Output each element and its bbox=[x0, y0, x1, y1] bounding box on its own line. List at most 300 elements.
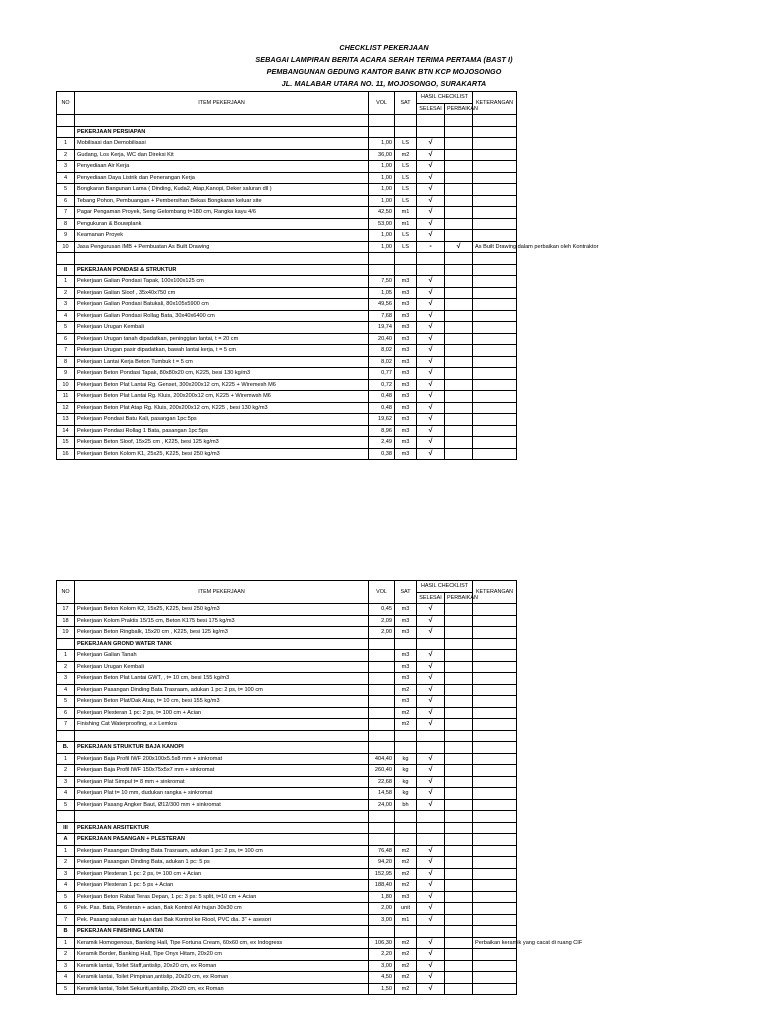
row-number: 8 bbox=[57, 218, 75, 230]
table-row bbox=[57, 937, 517, 949]
empty-cell bbox=[417, 822, 445, 834]
row-number: 4 bbox=[57, 972, 75, 984]
volume-value: 0,72 bbox=[369, 379, 395, 391]
volume-value bbox=[369, 707, 395, 719]
item-description: Pekerjaan Baja Profil IWF 200x100x5.5x8 mm + sinkromat bbox=[75, 753, 369, 765]
table-2-body bbox=[57, 581, 583, 995]
row-number: 7 bbox=[57, 207, 75, 219]
table-row bbox=[57, 960, 517, 972]
table-row bbox=[57, 402, 517, 414]
item-description: Pekerjaan Beton Plat/Dak Atap, t= 10 cm, besi 155 kg/m3 bbox=[75, 696, 369, 708]
empty-cell bbox=[395, 253, 417, 265]
keterangan-note bbox=[473, 903, 517, 915]
selesai-check: √ bbox=[417, 983, 445, 995]
row-number: 13 bbox=[57, 414, 75, 426]
item-description: Keramik lantai, Toilet Sekuriti,antislip, 20x20 cm, ex Roman bbox=[75, 983, 369, 995]
row-number: 3 bbox=[57, 673, 75, 685]
unit-value: LS bbox=[395, 195, 417, 207]
perbaikan-check bbox=[445, 425, 473, 437]
row-number: 2 bbox=[57, 149, 75, 161]
keterangan-note bbox=[473, 765, 517, 777]
item-description: Pekerjaan Plesteran 1 pc: 2 ps, t= 100 cm + Acian bbox=[75, 868, 369, 880]
doc-title: CHECKLIST PEKERJAAN bbox=[339, 43, 429, 52]
selesai-check: √ bbox=[417, 914, 445, 926]
item-description: Pekerjaan Plat Simpul t= 8 mm + sinkromat bbox=[75, 776, 369, 788]
unit-value: m3 bbox=[395, 604, 417, 616]
empty-cell bbox=[395, 822, 417, 834]
keterangan-note bbox=[473, 719, 517, 731]
volume-value: 260,40 bbox=[369, 765, 395, 777]
item-description: Pekerjaan Plesteran 1 pc: 5 ps + Acian bbox=[75, 880, 369, 892]
unit-value: LS bbox=[395, 161, 417, 173]
item-description: Pekerjaan Beton Pondasi Tapak, 80x80x20 cm, K225, besi 130 kg/m3 bbox=[75, 368, 369, 380]
perbaikan-check bbox=[445, 765, 473, 777]
keterangan-note bbox=[473, 391, 517, 403]
unit-value: m3 bbox=[395, 391, 417, 403]
item-description: Pekerjaan Pasang Angker Baut, Ø12/300 mm + sinkromat bbox=[75, 799, 369, 811]
keterangan-note bbox=[473, 368, 517, 380]
table-row bbox=[57, 149, 517, 161]
unit-value: m2 bbox=[395, 949, 417, 961]
selesai-check: √ bbox=[417, 138, 445, 150]
empty-cell bbox=[395, 264, 417, 276]
selesai-check: √ bbox=[417, 604, 445, 616]
volume-value: 1,00 bbox=[369, 230, 395, 242]
empty-cell bbox=[395, 730, 417, 742]
unit-value: m3 bbox=[395, 615, 417, 627]
table-row bbox=[57, 195, 517, 207]
table-header-row bbox=[57, 581, 517, 593]
perbaikan-check bbox=[445, 195, 473, 207]
item-description: Pekerjaan Lantai Kerja Beton Tumbuk t = 5 cm bbox=[75, 356, 369, 368]
keterangan-note bbox=[473, 949, 517, 961]
item-description: Pekerjaan Pasangan Dinding Bata Trasraam, adukan 1 pc: 2 ps, t= 100 cm bbox=[75, 684, 369, 696]
volume-value: 24,00 bbox=[369, 799, 395, 811]
empty-cell bbox=[417, 742, 445, 754]
selesai-check: √ bbox=[417, 891, 445, 903]
selesai-check: √ bbox=[417, 345, 445, 357]
table-row bbox=[57, 322, 517, 334]
section-row bbox=[57, 638, 517, 650]
item-description: Penyediaan Daya Listrik dan Penerangan Kerja bbox=[75, 172, 369, 184]
keterangan-note bbox=[473, 356, 517, 368]
volume-value: 3,00 bbox=[369, 914, 395, 926]
table-1-body bbox=[57, 92, 599, 460]
volume-value bbox=[369, 650, 395, 662]
volume-value: 22,68 bbox=[369, 776, 395, 788]
unit-value: m3 bbox=[395, 448, 417, 460]
selesai-check: √ bbox=[417, 880, 445, 892]
selesai-check: √ bbox=[417, 448, 445, 460]
col-perbaikan: PERBAIKAN bbox=[445, 592, 473, 604]
col-perbaikan: PERBAIKAN bbox=[445, 103, 473, 115]
item-description: Pekerjaan Pasangan Dinding Bata Trasraam, adukan 1 pc: 2 ps, t= 100 cm bbox=[75, 845, 369, 857]
unit-value: m2 bbox=[395, 983, 417, 995]
item-description: Pekerjaan Beton Ringbalk, 15x20 cm , K225, besi 125 kg/m3 bbox=[75, 627, 369, 639]
item-description: Pekerjaan Pondasi Batu Kali, pasangan 1pc:5ps bbox=[75, 414, 369, 426]
section-number: II bbox=[57, 264, 75, 276]
item-description: Pekerjaan Beton Plat Lantai Rg. Genset, 300x200x12 cm, K225 + Wiremesh M6 bbox=[75, 379, 369, 391]
section-number bbox=[57, 638, 75, 650]
empty-cell bbox=[369, 822, 395, 834]
perbaikan-check bbox=[445, 161, 473, 173]
table-row bbox=[57, 414, 517, 426]
row-number: 7 bbox=[57, 914, 75, 926]
empty-cell bbox=[417, 126, 445, 138]
volume-value: 1,00 bbox=[369, 195, 395, 207]
unit-value: m2 bbox=[395, 707, 417, 719]
table-row bbox=[57, 207, 517, 219]
keterangan-note bbox=[473, 788, 517, 800]
table-row bbox=[57, 765, 517, 777]
volume-value: 106,30 bbox=[369, 937, 395, 949]
row-number: 6 bbox=[57, 195, 75, 207]
empty-cell bbox=[57, 253, 75, 265]
perbaikan-check bbox=[445, 684, 473, 696]
table-row bbox=[57, 604, 517, 616]
volume-value: 2,09 bbox=[369, 615, 395, 627]
selesai-check: √ bbox=[417, 627, 445, 639]
keterangan-note bbox=[473, 184, 517, 196]
volume-value: 0,48 bbox=[369, 402, 395, 414]
item-description: Pekerjaan Beton Plat Atap Rg. Kluis, 200x200x12 cm, K225 , besi 130 kg/m3 bbox=[75, 402, 369, 414]
col-hasil: HASIL CHECKLIST bbox=[417, 581, 473, 593]
selesai-check: √ bbox=[417, 857, 445, 869]
empty-cell bbox=[417, 253, 445, 265]
selesai-check: √ bbox=[417, 799, 445, 811]
spacer-row bbox=[57, 730, 517, 742]
empty-cell bbox=[445, 834, 473, 846]
keterangan-note bbox=[473, 287, 517, 299]
selesai-check: √ bbox=[417, 673, 445, 685]
keterangan-note bbox=[473, 960, 517, 972]
row-number: 3 bbox=[57, 960, 75, 972]
keterangan-note bbox=[473, 972, 517, 984]
keterangan-note bbox=[473, 161, 517, 173]
table-row bbox=[57, 218, 517, 230]
volume-value: 0,45 bbox=[369, 604, 395, 616]
perbaikan-check bbox=[445, 333, 473, 345]
item-description: Pekerjaan Beton Sloof, 15x25 cm , K225, besi 125 kg/m3 bbox=[75, 437, 369, 449]
item-description: Finishing Cat Waterproofing, e.x Lemkra bbox=[75, 719, 369, 731]
keterangan-note bbox=[473, 310, 517, 322]
row-number: 4 bbox=[57, 788, 75, 800]
empty-cell bbox=[473, 822, 517, 834]
row-number: 9 bbox=[57, 368, 75, 380]
item-description: Tebang Pohon, Pembuangan + Pembersihan Bekas Bongkaran keluar site bbox=[75, 195, 369, 207]
keterangan-note bbox=[473, 707, 517, 719]
table-row bbox=[57, 845, 517, 857]
unit-value: m2 bbox=[395, 972, 417, 984]
unit-value: m3 bbox=[395, 379, 417, 391]
unit-value: m3 bbox=[395, 627, 417, 639]
empty-cell bbox=[57, 115, 75, 127]
empty-cell bbox=[75, 811, 369, 823]
spacer-row bbox=[57, 115, 517, 127]
table-row bbox=[57, 391, 517, 403]
keterangan-note bbox=[473, 615, 517, 627]
col-sat: SAT bbox=[395, 92, 417, 115]
volume-value: 19,62 bbox=[369, 414, 395, 426]
keterangan-note bbox=[473, 627, 517, 639]
table-row bbox=[57, 379, 517, 391]
selesai-check: √ bbox=[417, 333, 445, 345]
unit-value: m2 bbox=[395, 684, 417, 696]
table-row bbox=[57, 880, 517, 892]
empty-cell bbox=[417, 926, 445, 938]
unit-value: kg bbox=[395, 788, 417, 800]
item-description: Pek. Pas. Bata, Plesteran + acian, Bak Kontrol Air hujan 30x30 cm bbox=[75, 903, 369, 915]
volume-value: 7,68 bbox=[369, 310, 395, 322]
item-description: Pekerjaan Galian Pondasi Tapak, 100x100x125 cm bbox=[75, 276, 369, 288]
unit-value: m3 bbox=[395, 696, 417, 708]
perbaikan-check bbox=[445, 391, 473, 403]
selesai-check: √ bbox=[417, 845, 445, 857]
perbaikan-check bbox=[445, 276, 473, 288]
row-number: 5 bbox=[57, 322, 75, 334]
selesai-check: √ bbox=[417, 903, 445, 915]
table-row bbox=[57, 753, 517, 765]
selesai-check: √ bbox=[417, 149, 445, 161]
row-number: 1 bbox=[57, 650, 75, 662]
volume-value: 4,50 bbox=[369, 972, 395, 984]
perbaikan-check bbox=[445, 322, 473, 334]
unit-value: m3 bbox=[395, 356, 417, 368]
row-number: 16 bbox=[57, 448, 75, 460]
row-number: 2 bbox=[57, 765, 75, 777]
selesai-check: √ bbox=[417, 230, 445, 242]
section-number: B bbox=[57, 926, 75, 938]
selesai-check: √ bbox=[417, 299, 445, 311]
item-description: Pekerjaan Galian Pondasi Batukali, 80x105x5900 cm bbox=[75, 299, 369, 311]
item-description: Keramik lantai, Toilet Staff,antislip, 20x20 cm, ex Roman bbox=[75, 960, 369, 972]
unit-value: m2 bbox=[395, 868, 417, 880]
perbaikan-check bbox=[445, 184, 473, 196]
perbaikan-check bbox=[445, 604, 473, 616]
perbaikan-check bbox=[445, 615, 473, 627]
keterangan-note bbox=[473, 333, 517, 345]
row-number: 10 bbox=[57, 379, 75, 391]
row-number: 12 bbox=[57, 402, 75, 414]
volume-value: 152,95 bbox=[369, 868, 395, 880]
perbaikan-check bbox=[445, 891, 473, 903]
item-description: Pekerjaan Pondasi Rollag 1 Bata, pasangan 1pc:5ps bbox=[75, 425, 369, 437]
perbaikan-check: √ bbox=[445, 241, 473, 253]
col-item: ITEM PEKERJAAN bbox=[75, 92, 369, 115]
perbaikan-check bbox=[445, 627, 473, 639]
table-row bbox=[57, 857, 517, 869]
empty-cell bbox=[445, 126, 473, 138]
unit-value: kg bbox=[395, 776, 417, 788]
table-row bbox=[57, 437, 517, 449]
table-row bbox=[57, 949, 517, 961]
volume-value: 14,58 bbox=[369, 788, 395, 800]
volume-value: 8,02 bbox=[369, 356, 395, 368]
item-description: Pekerjaan Plesteran 1 pc: 2 ps, t= 100 cm + Acian bbox=[75, 707, 369, 719]
volume-value: 0,77 bbox=[369, 368, 395, 380]
keterangan-note bbox=[473, 345, 517, 357]
keterangan-note bbox=[473, 425, 517, 437]
unit-value: kg bbox=[395, 765, 417, 777]
keterangan-note bbox=[473, 138, 517, 150]
table-row bbox=[57, 333, 517, 345]
unit-value: m2 bbox=[395, 960, 417, 972]
perbaikan-check bbox=[445, 138, 473, 150]
volume-value: 2,20 bbox=[369, 949, 395, 961]
table-row bbox=[57, 345, 517, 357]
empty-cell bbox=[417, 811, 445, 823]
empty-cell bbox=[445, 822, 473, 834]
empty-cell bbox=[473, 811, 517, 823]
empty-cell bbox=[445, 926, 473, 938]
volume-value: 53,00 bbox=[369, 218, 395, 230]
volume-value: 1,00 bbox=[369, 184, 395, 196]
empty-cell bbox=[369, 926, 395, 938]
row-number: 4 bbox=[57, 310, 75, 322]
empty-cell bbox=[473, 730, 517, 742]
volume-value: 1,00 bbox=[369, 138, 395, 150]
perbaikan-check bbox=[445, 845, 473, 857]
perbaikan-check bbox=[445, 696, 473, 708]
selesai-check: √ bbox=[417, 287, 445, 299]
keterangan-note bbox=[473, 983, 517, 995]
keterangan-note bbox=[473, 276, 517, 288]
unit-value: m3 bbox=[395, 345, 417, 357]
empty-cell bbox=[369, 264, 395, 276]
section-title: PEKERJAAN ARSITEKTUR bbox=[75, 822, 369, 834]
unit-value: kg bbox=[395, 753, 417, 765]
row-number: 2 bbox=[57, 857, 75, 869]
item-description: Pekerjaan Plat t= 10 mm, dudukan rangka + sinkromat bbox=[75, 788, 369, 800]
empty-cell bbox=[395, 638, 417, 650]
empty-cell bbox=[473, 253, 517, 265]
selesai-check: √ bbox=[417, 368, 445, 380]
empty-cell bbox=[473, 638, 517, 650]
unit-value: bh bbox=[395, 799, 417, 811]
section-number: A bbox=[57, 834, 75, 846]
unit-value: m2 bbox=[395, 719, 417, 731]
unit-value: m1 bbox=[395, 914, 417, 926]
row-number: 2 bbox=[57, 949, 75, 961]
empty-cell bbox=[395, 742, 417, 754]
perbaikan-check bbox=[445, 287, 473, 299]
unit-value: m3 bbox=[395, 322, 417, 334]
empty-cell bbox=[369, 115, 395, 127]
keterangan-note bbox=[473, 299, 517, 311]
col-selesai: SELESAI bbox=[417, 592, 445, 604]
row-number: 1 bbox=[57, 937, 75, 949]
perbaikan-check bbox=[445, 914, 473, 926]
item-description: Pagar Pengaman Proyek, Seng Gelombang t=180 cm, Rangka kayu 4/6 bbox=[75, 207, 369, 219]
volume-value: 2,00 bbox=[369, 627, 395, 639]
selesai-check: √ bbox=[417, 207, 445, 219]
perbaikan-check bbox=[445, 379, 473, 391]
volume-value: 49,56 bbox=[369, 299, 395, 311]
keterangan-note bbox=[473, 402, 517, 414]
perbaikan-check bbox=[445, 650, 473, 662]
item-description: Keramik lantai, Toilet Pimpinan,antislip, 20x20 cm, ex Roman bbox=[75, 972, 369, 984]
empty-cell bbox=[417, 115, 445, 127]
keterangan-note bbox=[473, 195, 517, 207]
volume-value: 36,00 bbox=[369, 149, 395, 161]
empty-cell bbox=[417, 834, 445, 846]
section-title: PEKERJAAN PASANGAN + PLESTERAN bbox=[75, 834, 369, 846]
perbaikan-check bbox=[445, 207, 473, 219]
empty-cell bbox=[395, 811, 417, 823]
keterangan-note bbox=[473, 218, 517, 230]
selesai-check: √ bbox=[417, 310, 445, 322]
selesai-check: √ bbox=[417, 356, 445, 368]
item-description: Bongkaran Bangunan Lama ( Dinding, Kuda2, Atap,Kanopi, Deker saluran dll ) bbox=[75, 184, 369, 196]
perbaikan-check bbox=[445, 937, 473, 949]
project-name: PEMBANGUNAN GEDUNG KANTOR BANK BTN KCP MOJOSONGO bbox=[266, 67, 502, 76]
keterangan-note bbox=[473, 845, 517, 857]
section-title: PEKERJAAN FINISHING LANTAI bbox=[75, 926, 369, 938]
volume-value: 404,40 bbox=[369, 753, 395, 765]
table-row bbox=[57, 719, 517, 731]
item-description: Pekerjaan Urugan tanah dipadatkan, peninggian lantai, t = 20 cm bbox=[75, 333, 369, 345]
row-number: 4 bbox=[57, 172, 75, 184]
empty-cell bbox=[369, 811, 395, 823]
perbaikan-check bbox=[445, 310, 473, 322]
empty-cell bbox=[445, 638, 473, 650]
keterangan-note bbox=[473, 776, 517, 788]
empty-cell bbox=[473, 834, 517, 846]
keterangan-note bbox=[473, 880, 517, 892]
item-description: Penyediaan Air Kerja bbox=[75, 161, 369, 173]
volume-value: 1,00 bbox=[369, 241, 395, 253]
item-description: Pekerjaan Kolom Praktis 15/15 cm, Beton K175 besi 175 kg/m3 bbox=[75, 615, 369, 627]
item-description: Pekerjaan Beton Plat Lantai GWT, , t= 10 cm, besi 155 kg/m3 bbox=[75, 673, 369, 685]
row-number: 5 bbox=[57, 696, 75, 708]
item-description: Pekerjaan Beton Plat Lantai Rg. Kluis, 200x200x12 cm, K225 + Wiremwsh M6 bbox=[75, 391, 369, 403]
selesai-check: √ bbox=[417, 195, 445, 207]
empty-cell bbox=[57, 811, 75, 823]
row-number: 17 bbox=[57, 604, 75, 616]
perbaikan-check bbox=[445, 299, 473, 311]
empty-cell bbox=[445, 730, 473, 742]
section-title: PEKERJAAN STRUKTUR BAJA KANOPI bbox=[75, 742, 369, 754]
volume-value: 1,00 bbox=[369, 161, 395, 173]
selesai-check: √ bbox=[417, 437, 445, 449]
selesai-check: √ bbox=[417, 391, 445, 403]
row-number: 1 bbox=[57, 753, 75, 765]
table-row bbox=[57, 673, 517, 685]
table-row bbox=[57, 230, 517, 242]
selesai-check: √ bbox=[417, 684, 445, 696]
unit-value: m3 bbox=[395, 368, 417, 380]
section-number bbox=[57, 126, 75, 138]
item-description: Pekerjaan Galian Pondasi Rollag Bata, 30x40x6400 cm bbox=[75, 310, 369, 322]
col-no: NO bbox=[57, 581, 75, 604]
empty-cell bbox=[473, 115, 517, 127]
perbaikan-check bbox=[445, 719, 473, 731]
item-description: Jasa Pengurusan IMB + Pembuatan As Built Drawing bbox=[75, 241, 369, 253]
keterangan-note bbox=[473, 673, 517, 685]
perbaikan-check bbox=[445, 356, 473, 368]
volume-value: 2,49 bbox=[369, 437, 395, 449]
table-row bbox=[57, 707, 517, 719]
selesai-check: √ bbox=[417, 322, 445, 334]
checklist-table-1 bbox=[56, 91, 599, 460]
perbaikan-check bbox=[445, 149, 473, 161]
table-row bbox=[57, 661, 517, 673]
row-number: 9 bbox=[57, 230, 75, 242]
perbaikan-check bbox=[445, 661, 473, 673]
item-description: Pek. Pasang saluran air hujan dari Bak Kontrol ke Riool, PVC dia. 3" + asesori bbox=[75, 914, 369, 926]
table-row bbox=[57, 696, 517, 708]
col-keterangan: KETERANGAN bbox=[473, 92, 517, 115]
